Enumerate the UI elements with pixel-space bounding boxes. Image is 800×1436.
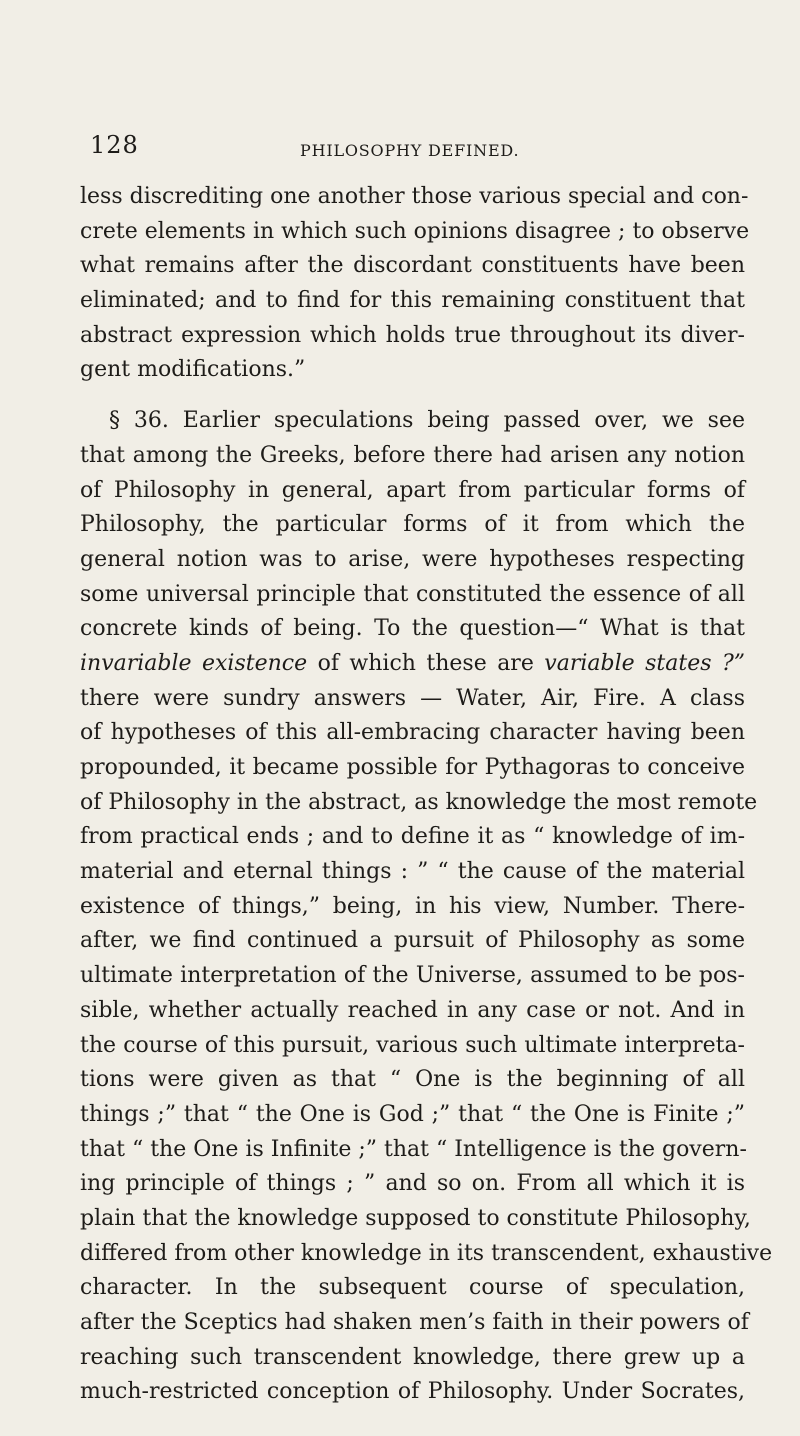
text-line: the course of this pursuit, various such ultimate interpreta-: [80, 1032, 745, 1058]
text-line: of Philosophy in general, apart from particular forms of: [80, 477, 745, 503]
text-line: less discrediting one another those various special and con-: [80, 184, 749, 209]
text-line: character. In the subsequent course of speculation,: [80, 1275, 745, 1301]
text-line: ing principle of things ; ” and so on. From all which it is: [80, 1171, 745, 1197]
text-line: Philosophy, the particular forms of it from which the: [80, 512, 745, 538]
text-line: general notion was to arise, were hypotheses respecting: [80, 546, 745, 572]
text-line: after, we find continued a pursuit of Philosophy as some: [80, 928, 745, 954]
text-line: § 36. Earlier speculations being passed over, we see: [109, 408, 745, 434]
text-line: eliminated; and to find for this remaining constituent that: [80, 288, 745, 314]
text-line: abstract expression which holds true throughout its diver-: [80, 322, 745, 348]
text-line: plain that the knowledge supposed to constitute Philosophy,: [80, 1205, 751, 1231]
paragraph-continued: [80, 180, 750, 388]
paragraph-section-36: [80, 404, 773, 1410]
text-line: gent modifications.”: [80, 357, 306, 383]
text-line: much-restricted conception of Philosophy. Under Socrates,: [80, 1379, 745, 1405]
text-line: of hypotheses of this all-embracing character having been: [80, 720, 745, 746]
text-line: things ;” that “ the One is God ;” that “ the One is Finite ;”: [80, 1101, 745, 1127]
running-head: PHILOSOPHY DEFINED.: [300, 141, 520, 160]
text-line: crete elements in which such opinions disagree ; to observe: [80, 218, 750, 244]
text-line: after the Sceptics had shaken men’s faith in their powers of: [80, 1310, 749, 1335]
text-line: there were sundry answers — Water, Air, Fire. A class: [80, 685, 745, 711]
italic-phrase: variable states ?”: [544, 650, 745, 676]
text-line-mixed: [80, 647, 745, 682]
text-line: existence of things,” being, in his view, Number. There-: [80, 893, 745, 919]
text-line: material and eternal things : ” “ the cause of the material: [80, 859, 745, 885]
text-line: tions were given as that “ One is the beginning of all: [80, 1067, 745, 1093]
text-line: reaching such transcendent knowledge, there grew up a: [80, 1344, 745, 1370]
text-line: ultimate interpretation of the Universe, assumed to be pos-: [80, 963, 745, 989]
text-line: sible, whether actually reached in any case or not. And in: [80, 997, 745, 1023]
text-line: of Philosophy in the abstract, as knowledge the most remote: [80, 789, 758, 815]
page-number: 128: [90, 131, 139, 159]
text-line: propounded, it became possible for Pythagoras to conceive: [80, 755, 745, 780]
text-line: some universal principle that constituted the essence of all: [80, 581, 745, 607]
text-line: that among the Greeks, before there had arisen any notion: [80, 442, 745, 468]
text-line: that “ the One is Infinite ;” that “ Intelligence is the govern-: [80, 1136, 747, 1162]
text-line: concrete kinds of being. To the question—“ What is that: [80, 616, 745, 642]
text-line: differed from other knowledge in its transcendent, exhaustive: [80, 1240, 773, 1266]
body-text: [80, 180, 773, 1410]
italic-phrase: invariable existence: [80, 650, 308, 676]
plain-phrase: of which these are: [307, 650, 545, 676]
text-line: what remains after the discordant constituents have been: [80, 253, 745, 279]
paragraph-gap: [80, 388, 745, 404]
text-line: from practical ends ; and to define it as “ knowledge of im-: [80, 824, 745, 850]
